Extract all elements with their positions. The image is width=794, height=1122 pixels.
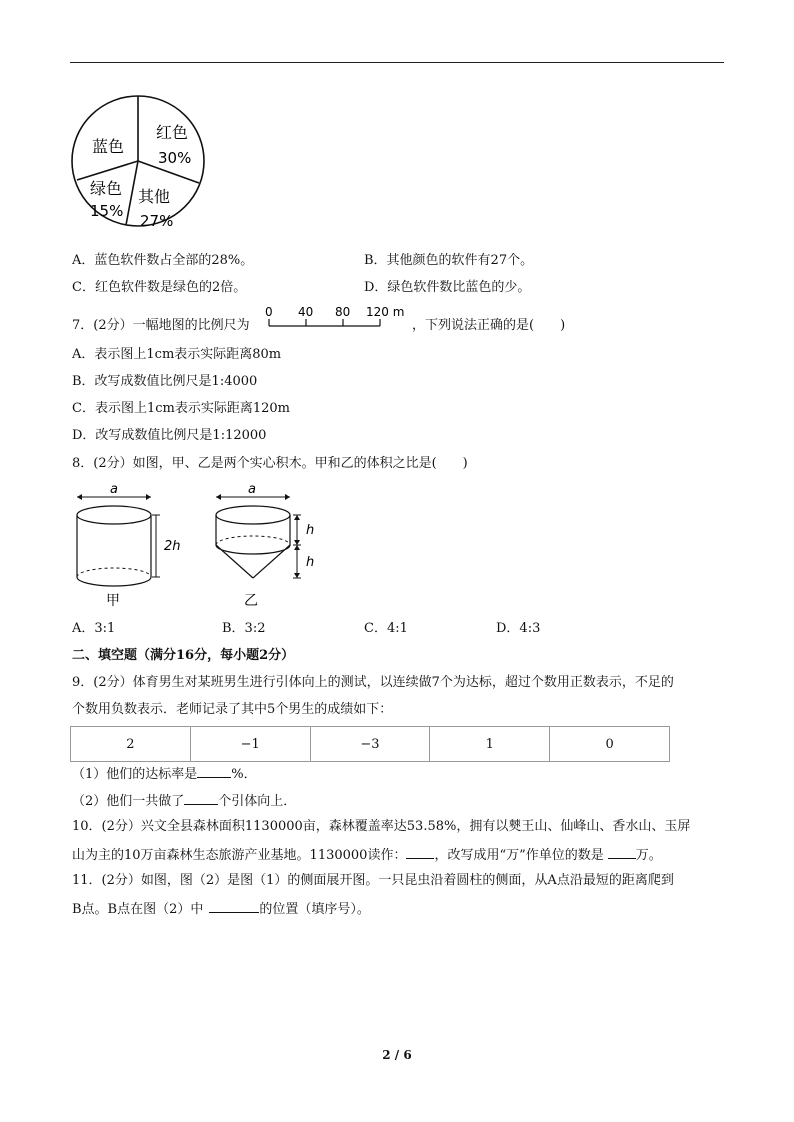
q6-option-c: C．红色软件数是绿色的2倍。 — [72, 280, 247, 295]
q8-option-b: B．3:2 — [222, 621, 266, 636]
q7-option-c: C．表示图上1cm表示实际距离120m — [72, 401, 290, 416]
label-a-jia: a — [110, 482, 118, 497]
pie-label-other: 其他 — [138, 187, 171, 206]
pie-label-blue: 蓝色 — [92, 137, 125, 156]
label-a-yi: a — [248, 482, 256, 497]
q9-sub1-suffix: %． — [231, 767, 257, 782]
q7-option-d: D．改写成数值比例尺是1:12000 — [72, 428, 267, 443]
pie-value-red: 30% — [158, 149, 192, 167]
score-cell: −3 — [310, 727, 430, 762]
q9-line1: 9．(2分）体育男生对某班男生进行引体向上的测试，以连续做7个为达标，超过个数用正数表示，不足的 — [72, 675, 674, 690]
q9-sub1 — [72, 765, 257, 783]
score-cell: 1 — [430, 727, 550, 762]
scale-label-40: 40 — [298, 305, 314, 319]
cylinder-cone-yi — [216, 494, 301, 578]
q9-sub2-suffix: 个引体向上． — [218, 794, 297, 809]
q10-line2-suffix: 万。 — [635, 848, 662, 863]
q11-line1: 11．(2分）如图，图（2）是图（1）的侧面展开图。一只昆虫沿着圆柱的侧面，从A点沿最短的距离爬到 — [72, 873, 674, 888]
q6-option-d: D．绿色软件数比蓝色的少。 — [364, 280, 531, 295]
q7-stem-prefix: 7．(2分）一幅地图的比例尺为 — [72, 318, 250, 333]
q6-option-a: A．蓝色软件数占全部的28%。 — [72, 253, 254, 268]
answer-blank-wan[interactable] — [608, 846, 636, 859]
q10-line1: 10．(2分）兴文全县森林面积1130000亩，森林覆盖率达53.58%，拥有以僰王山、仙峰山、香水山、玉屏 — [72, 819, 691, 834]
scale-label-0: 0 — [265, 305, 273, 319]
q10-line2-prefix: 山为主的10万亩森林生态旅游产业基地。1130000读作： — [72, 848, 407, 863]
section-title: 二、填空题（满分16分，每小题2分） — [72, 648, 295, 663]
score-cell: −1 — [190, 727, 310, 762]
q8-option-c: C．4:1 — [364, 621, 408, 636]
q7-option-b: B．改写成数值比例尺是1:4000 — [72, 374, 258, 389]
q11-line2-suffix: 的位置（填序号）。 — [259, 902, 370, 917]
scale-label-120m: 120 m — [366, 305, 405, 319]
label-h-bottom: h — [306, 555, 315, 570]
q9-sub2-prefix: （2）他们一共做了 — [72, 794, 185, 809]
answer-blank-reading[interactable] — [406, 846, 434, 859]
label-yi: 乙 — [244, 593, 258, 609]
scores-table — [70, 726, 670, 762]
pie-value-green: 15% — [90, 202, 124, 220]
pie-label-red: 红色 — [156, 123, 189, 142]
answer-blank-total[interactable] — [184, 792, 218, 805]
q11-line2-prefix: B点。B点在图（2）中 — [72, 902, 204, 917]
scale-label-80: 80 — [335, 305, 351, 319]
page-number: 2 / 6 — [382, 1048, 412, 1062]
q8-option-a: A．3:1 — [72, 621, 116, 636]
q7-option-a: A．表示图上1cm表示实际距离80m — [72, 347, 282, 362]
q6-option-b: B．其他颜色的软件有27个。 — [364, 253, 534, 268]
header-rule — [70, 62, 724, 63]
q9-line2: 个数用负数表示．老师记录了其中5个男生的成绩如下： — [72, 702, 393, 717]
pie-chart — [70, 92, 230, 232]
scale-bar — [262, 304, 412, 334]
cylinder-jia — [77, 494, 160, 586]
q9-sub1-prefix: （1）他们的达标率是 — [72, 767, 198, 782]
label-jia: 甲 — [106, 593, 120, 609]
q10-line2-mid: ，改写成用“万”作单位的数是 — [434, 848, 604, 863]
q11-line2 — [72, 900, 370, 918]
pie-value-other: 27% — [140, 212, 174, 230]
answer-blank-position[interactable] — [209, 900, 259, 913]
pie-label-green: 绿色 — [90, 179, 123, 198]
q9-sub2 — [72, 792, 296, 810]
score-cell: 0 — [550, 727, 670, 762]
q8-stem: 8．(2分）如图，甲、乙是两个实心积木。甲和乙的体积之比是( ) — [72, 456, 468, 471]
label-2h: 2h — [164, 539, 181, 554]
label-h-top: h — [306, 523, 315, 538]
q10-line2 — [72, 846, 662, 864]
answer-blank-rate[interactable] — [197, 765, 231, 778]
score-cell: 2 — [71, 727, 191, 762]
q8-figure — [68, 480, 328, 610]
q8-option-d: D．4:3 — [496, 621, 541, 636]
q7-stem-suffix: ，下列说法正确的是( ) — [412, 318, 566, 333]
table-row — [71, 727, 670, 762]
